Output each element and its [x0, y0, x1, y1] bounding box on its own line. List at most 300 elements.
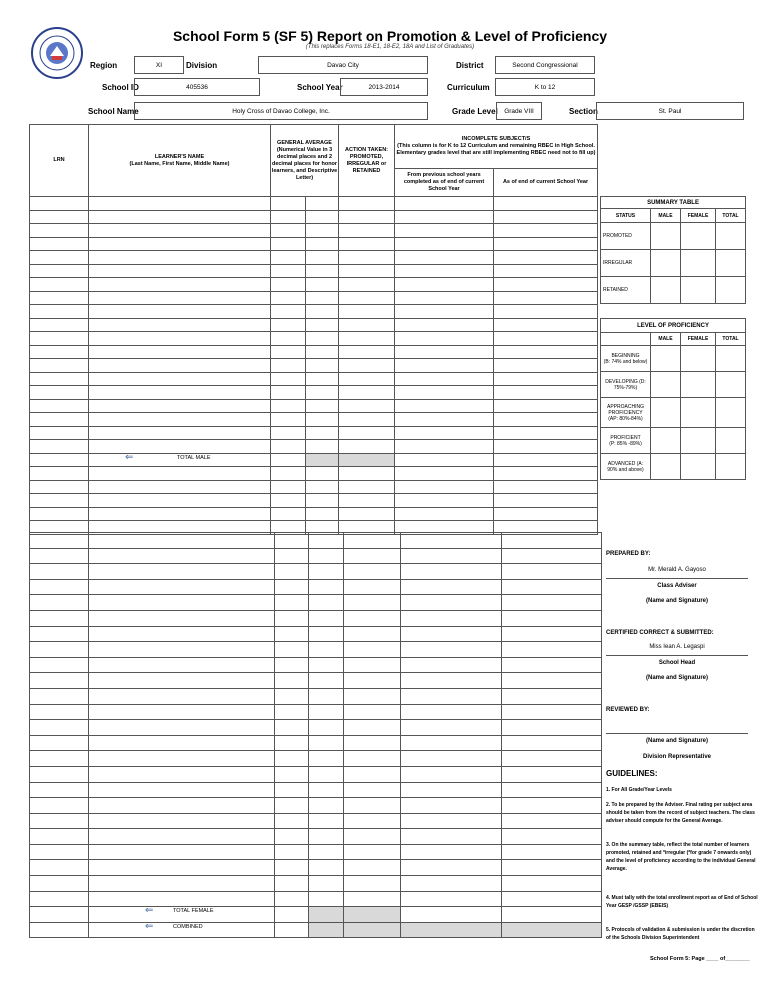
table-cell[interactable] [344, 907, 401, 923]
table-cell[interactable] [494, 318, 598, 332]
table-cell[interactable] [271, 251, 306, 265]
table-cell[interactable] [306, 426, 339, 440]
table-cell[interactable] [502, 642, 602, 658]
table-cell[interactable] [89, 579, 275, 595]
summary-cell[interactable] [681, 277, 716, 304]
table-cell[interactable] [494, 413, 598, 427]
division-field[interactable]: Davao City [258, 56, 428, 74]
table-cell[interactable] [30, 688, 89, 704]
table-cell[interactable] [89, 564, 275, 580]
table-cell[interactable] [306, 413, 339, 427]
table-cell[interactable] [309, 704, 344, 720]
table-cell[interactable] [271, 372, 306, 386]
table-cell[interactable] [275, 704, 309, 720]
table-cell[interactable] [339, 291, 395, 305]
table-cell[interactable] [30, 564, 89, 580]
table-cell[interactable] [306, 291, 339, 305]
table-cell[interactable] [309, 548, 344, 564]
table-cell[interactable] [395, 507, 494, 521]
table-cell[interactable] [339, 480, 395, 494]
table-cell[interactable] [89, 359, 271, 373]
table-cell[interactable] [339, 237, 395, 251]
table-cell[interactable] [30, 305, 89, 319]
table-cell[interactable] [30, 494, 89, 508]
table-cell[interactable] [494, 278, 598, 292]
proficiency-cell[interactable] [716, 454, 746, 480]
table-cell[interactable] [494, 507, 598, 521]
table-cell[interactable] [271, 480, 306, 494]
table-cell[interactable] [494, 399, 598, 413]
table-cell[interactable] [275, 688, 309, 704]
table-cell[interactable] [89, 891, 275, 907]
table-cell[interactable] [401, 642, 502, 658]
table-cell[interactable] [494, 426, 598, 440]
school-name-field[interactable]: Holy Cross of Davao College, Inc. [134, 102, 428, 120]
table-cell[interactable] [494, 237, 598, 251]
table-cell[interactable] [271, 399, 306, 413]
table-cell[interactable] [344, 829, 401, 845]
table-cell[interactable] [30, 595, 89, 611]
table-cell[interactable] [275, 642, 309, 658]
table-cell[interactable] [395, 345, 494, 359]
table-cell[interactable] [395, 237, 494, 251]
table-cell[interactable] [271, 264, 306, 278]
table-cell[interactable] [89, 844, 275, 860]
table-cell[interactable] [306, 305, 339, 319]
table-cell[interactable] [89, 507, 271, 521]
school-year-field[interactable]: 2013-2014 [340, 78, 428, 96]
proficiency-cell[interactable] [651, 372, 681, 398]
table-cell[interactable] [339, 278, 395, 292]
table-cell[interactable] [494, 305, 598, 319]
table-cell[interactable] [306, 507, 339, 521]
table-cell[interactable] [401, 798, 502, 814]
table-cell[interactable] [502, 829, 602, 845]
table-cell[interactable] [306, 494, 339, 508]
table-cell[interactable] [306, 359, 339, 373]
table-cell[interactable] [339, 305, 395, 319]
proficiency-cell[interactable] [651, 346, 681, 372]
table-cell[interactable] [275, 751, 309, 767]
table-cell[interactable] [275, 891, 309, 907]
table-cell[interactable] [494, 345, 598, 359]
summary-cell[interactable] [651, 277, 681, 304]
proficiency-cell[interactable] [716, 346, 746, 372]
table-cell[interactable] [89, 197, 271, 211]
table-cell[interactable] [401, 907, 502, 923]
table-cell[interactable] [30, 426, 89, 440]
table-cell[interactable] [494, 251, 598, 265]
table-cell[interactable] [30, 440, 89, 454]
table-cell[interactable] [494, 440, 598, 454]
table-cell[interactable] [89, 345, 271, 359]
table-cell[interactable] [494, 372, 598, 386]
table-cell[interactable] [275, 829, 309, 845]
table-cell[interactable] [30, 907, 89, 923]
table-cell[interactable] [89, 798, 275, 814]
table-cell[interactable] [89, 291, 271, 305]
table-cell[interactable] [344, 751, 401, 767]
table-cell[interactable] [271, 359, 306, 373]
table-cell[interactable] [309, 891, 344, 907]
table-cell[interactable] [309, 907, 344, 923]
table-cell[interactable] [344, 782, 401, 798]
table-cell[interactable] [306, 318, 339, 332]
table-cell[interactable] [306, 480, 339, 494]
table-cell[interactable] [89, 704, 275, 720]
table-cell[interactable] [344, 673, 401, 689]
table-cell[interactable] [30, 673, 89, 689]
table-cell[interactable] [344, 922, 401, 938]
proficiency-cell[interactable] [716, 398, 746, 428]
table-cell[interactable] [275, 876, 309, 892]
table-cell[interactable] [401, 533, 502, 549]
table-cell[interactable] [271, 291, 306, 305]
table-cell[interactable] [89, 829, 275, 845]
table-cell[interactable] [401, 704, 502, 720]
table-cell[interactable] [494, 332, 598, 346]
table-cell[interactable] [275, 595, 309, 611]
table-cell[interactable] [401, 751, 502, 767]
table-cell[interactable] [395, 440, 494, 454]
table-cell[interactable] [309, 626, 344, 642]
table-cell[interactable] [30, 372, 89, 386]
table-cell[interactable] [309, 813, 344, 829]
table-cell[interactable] [306, 278, 339, 292]
table-cell[interactable] [275, 673, 309, 689]
table-cell[interactable] [395, 332, 494, 346]
table-cell[interactable] [30, 548, 89, 564]
table-cell[interactable] [275, 720, 309, 736]
table-cell[interactable] [271, 440, 306, 454]
table-cell[interactable] [30, 704, 89, 720]
table-cell[interactable] [89, 210, 271, 224]
table-cell[interactable] [494, 291, 598, 305]
table-cell[interactable] [401, 564, 502, 580]
table-cell[interactable] [494, 467, 598, 481]
summary-cell[interactable] [716, 223, 746, 250]
table-cell[interactable] [344, 735, 401, 751]
table-cell[interactable] [30, 332, 89, 346]
table-cell[interactable] [306, 453, 339, 467]
table-cell[interactable] [401, 860, 502, 876]
table-cell[interactable] [339, 372, 395, 386]
table-cell[interactable] [30, 359, 89, 373]
table-cell[interactable] [339, 467, 395, 481]
table-cell[interactable] [306, 210, 339, 224]
table-cell[interactable] [306, 224, 339, 238]
table-cell[interactable] [30, 610, 89, 626]
table-cell[interactable] [339, 507, 395, 521]
table-cell[interactable] [309, 657, 344, 673]
table-cell[interactable] [275, 564, 309, 580]
table-cell[interactable] [271, 413, 306, 427]
table-cell[interactable] [502, 720, 602, 736]
summary-cell[interactable] [681, 250, 716, 277]
table-cell[interactable] [89, 264, 271, 278]
table-cell[interactable] [306, 197, 339, 211]
table-cell[interactable] [275, 579, 309, 595]
table-cell[interactable] [30, 507, 89, 521]
table-cell[interactable] [395, 453, 494, 467]
summary-cell[interactable] [651, 250, 681, 277]
table-cell[interactable] [89, 720, 275, 736]
table-cell[interactable] [306, 467, 339, 481]
table-cell[interactable] [395, 224, 494, 238]
table-cell[interactable] [89, 224, 271, 238]
table-cell[interactable] [89, 413, 271, 427]
table-cell[interactable] [401, 844, 502, 860]
table-cell[interactable] [306, 386, 339, 400]
table-cell[interactable] [494, 494, 598, 508]
table-cell[interactable] [309, 922, 344, 938]
table-cell[interactable] [30, 844, 89, 860]
table-cell[interactable] [395, 386, 494, 400]
table-cell[interactable] [30, 860, 89, 876]
table-cell[interactable] [344, 704, 401, 720]
table-cell[interactable] [401, 610, 502, 626]
table-cell[interactable] [339, 453, 395, 467]
table-cell[interactable] [401, 657, 502, 673]
table-cell[interactable] [309, 688, 344, 704]
table-cell[interactable] [395, 278, 494, 292]
table-cell[interactable] [395, 197, 494, 211]
table-cell[interactable] [89, 922, 275, 938]
table-cell[interactable] [30, 891, 89, 907]
table-cell[interactable] [494, 453, 598, 467]
table-cell[interactable] [275, 844, 309, 860]
table-cell[interactable] [339, 494, 395, 508]
table-cell[interactable] [502, 704, 602, 720]
table-cell[interactable] [309, 876, 344, 892]
table-cell[interactable] [494, 264, 598, 278]
table-cell[interactable] [271, 237, 306, 251]
table-cell[interactable] [271, 278, 306, 292]
district-field[interactable]: Second Congressional [495, 56, 595, 74]
table-cell[interactable] [502, 688, 602, 704]
table-cell[interactable] [309, 829, 344, 845]
table-cell[interactable] [502, 657, 602, 673]
table-cell[interactable] [401, 829, 502, 845]
table-cell[interactable] [30, 579, 89, 595]
table-cell[interactable] [309, 595, 344, 611]
table-cell[interactable] [89, 426, 271, 440]
table-cell[interactable] [89, 399, 271, 413]
table-cell[interactable] [89, 595, 275, 611]
table-cell[interactable] [89, 278, 271, 292]
table-cell[interactable] [30, 224, 89, 238]
proficiency-cell[interactable] [716, 428, 746, 454]
table-cell[interactable] [306, 237, 339, 251]
table-cell[interactable] [89, 251, 271, 265]
table-cell[interactable] [502, 564, 602, 580]
table-cell[interactable] [395, 480, 494, 494]
table-cell[interactable] [89, 453, 271, 467]
proficiency-cell[interactable] [681, 372, 716, 398]
table-cell[interactable] [275, 782, 309, 798]
table-cell[interactable] [339, 264, 395, 278]
table-cell[interactable] [89, 876, 275, 892]
school-id-field[interactable]: 405536 [134, 78, 260, 96]
table-cell[interactable] [306, 264, 339, 278]
proficiency-cell[interactable] [681, 428, 716, 454]
table-cell[interactable] [89, 386, 271, 400]
table-cell[interactable] [30, 399, 89, 413]
table-cell[interactable] [395, 426, 494, 440]
table-cell[interactable] [89, 318, 271, 332]
table-cell[interactable] [494, 386, 598, 400]
table-cell[interactable] [30, 751, 89, 767]
table-cell[interactable] [401, 548, 502, 564]
table-cell[interactable] [30, 657, 89, 673]
table-cell[interactable] [89, 657, 275, 673]
table-cell[interactable] [395, 399, 494, 413]
table-cell[interactable] [309, 782, 344, 798]
table-cell[interactable] [271, 224, 306, 238]
table-cell[interactable] [89, 860, 275, 876]
table-cell[interactable] [30, 291, 89, 305]
table-cell[interactable] [339, 440, 395, 454]
table-cell[interactable] [275, 766, 309, 782]
table-cell[interactable] [306, 332, 339, 346]
table-cell[interactable] [502, 813, 602, 829]
table-cell[interactable] [502, 579, 602, 595]
proficiency-cell[interactable] [651, 428, 681, 454]
table-cell[interactable] [344, 720, 401, 736]
table-cell[interactable] [309, 610, 344, 626]
table-cell[interactable] [30, 467, 89, 481]
table-cell[interactable] [30, 782, 89, 798]
table-cell[interactable] [344, 798, 401, 814]
table-cell[interactable] [30, 318, 89, 332]
table-cell[interactable] [344, 876, 401, 892]
table-cell[interactable] [89, 440, 271, 454]
proficiency-cell[interactable] [681, 346, 716, 372]
table-cell[interactable] [89, 372, 271, 386]
table-cell[interactable] [89, 813, 275, 829]
table-cell[interactable] [401, 688, 502, 704]
table-cell[interactable] [494, 197, 598, 211]
table-cell[interactable] [401, 595, 502, 611]
table-cell[interactable] [30, 720, 89, 736]
table-cell[interactable] [275, 735, 309, 751]
table-cell[interactable] [275, 922, 309, 938]
table-cell[interactable] [339, 426, 395, 440]
table-cell[interactable] [344, 548, 401, 564]
table-cell[interactable] [30, 386, 89, 400]
table-cell[interactable] [344, 579, 401, 595]
table-cell[interactable] [30, 453, 89, 467]
table-cell[interactable] [271, 494, 306, 508]
table-cell[interactable] [344, 533, 401, 549]
table-cell[interactable] [271, 426, 306, 440]
table-cell[interactable] [339, 332, 395, 346]
table-cell[interactable] [89, 907, 275, 923]
table-cell[interactable] [502, 798, 602, 814]
table-cell[interactable] [30, 798, 89, 814]
table-cell[interactable] [89, 480, 271, 494]
table-cell[interactable] [401, 766, 502, 782]
table-cell[interactable] [89, 237, 271, 251]
table-cell[interactable] [395, 413, 494, 427]
table-cell[interactable] [309, 564, 344, 580]
table-cell[interactable] [30, 533, 89, 549]
table-cell[interactable] [339, 386, 395, 400]
table-cell[interactable] [271, 386, 306, 400]
table-cell[interactable] [502, 844, 602, 860]
table-cell[interactable] [344, 766, 401, 782]
table-cell[interactable] [344, 595, 401, 611]
table-cell[interactable] [395, 372, 494, 386]
summary-cell[interactable] [681, 223, 716, 250]
table-cell[interactable] [30, 922, 89, 938]
table-cell[interactable] [339, 359, 395, 373]
proficiency-cell[interactable] [651, 398, 681, 428]
table-cell[interactable] [502, 907, 602, 923]
table-cell[interactable] [89, 533, 275, 549]
table-cell[interactable] [309, 751, 344, 767]
table-cell[interactable] [309, 579, 344, 595]
table-cell[interactable] [401, 579, 502, 595]
table-cell[interactable] [339, 197, 395, 211]
table-cell[interactable] [502, 922, 602, 938]
table-cell[interactable] [309, 720, 344, 736]
table-cell[interactable] [401, 735, 502, 751]
table-cell[interactable] [309, 735, 344, 751]
table-cell[interactable] [271, 345, 306, 359]
table-cell[interactable] [89, 735, 275, 751]
table-cell[interactable] [339, 318, 395, 332]
table-cell[interactable] [395, 494, 494, 508]
table-cell[interactable] [502, 673, 602, 689]
table-cell[interactable] [395, 359, 494, 373]
table-cell[interactable] [401, 782, 502, 798]
table-cell[interactable] [401, 626, 502, 642]
table-cell[interactable] [309, 766, 344, 782]
proficiency-cell[interactable] [681, 398, 716, 428]
table-cell[interactable] [502, 876, 602, 892]
table-cell[interactable] [339, 345, 395, 359]
table-cell[interactable] [344, 657, 401, 673]
table-cell[interactable] [344, 642, 401, 658]
table-cell[interactable] [395, 305, 494, 319]
table-cell[interactable] [30, 876, 89, 892]
table-cell[interactable] [275, 798, 309, 814]
table-cell[interactable] [344, 688, 401, 704]
table-cell[interactable] [30, 237, 89, 251]
table-cell[interactable] [89, 626, 275, 642]
summary-cell[interactable] [716, 250, 746, 277]
table-cell[interactable] [395, 467, 494, 481]
table-cell[interactable] [306, 440, 339, 454]
table-cell[interactable] [275, 533, 309, 549]
table-cell[interactable] [89, 467, 271, 481]
table-cell[interactable] [502, 860, 602, 876]
table-cell[interactable] [30, 626, 89, 642]
table-cell[interactable] [271, 507, 306, 521]
table-cell[interactable] [271, 453, 306, 467]
table-cell[interactable] [502, 735, 602, 751]
table-cell[interactable] [339, 413, 395, 427]
table-cell[interactable] [30, 766, 89, 782]
table-cell[interactable] [275, 548, 309, 564]
table-cell[interactable] [30, 413, 89, 427]
table-cell[interactable] [401, 673, 502, 689]
table-cell[interactable] [502, 548, 602, 564]
table-cell[interactable] [344, 564, 401, 580]
table-cell[interactable] [89, 642, 275, 658]
table-cell[interactable] [275, 907, 309, 923]
